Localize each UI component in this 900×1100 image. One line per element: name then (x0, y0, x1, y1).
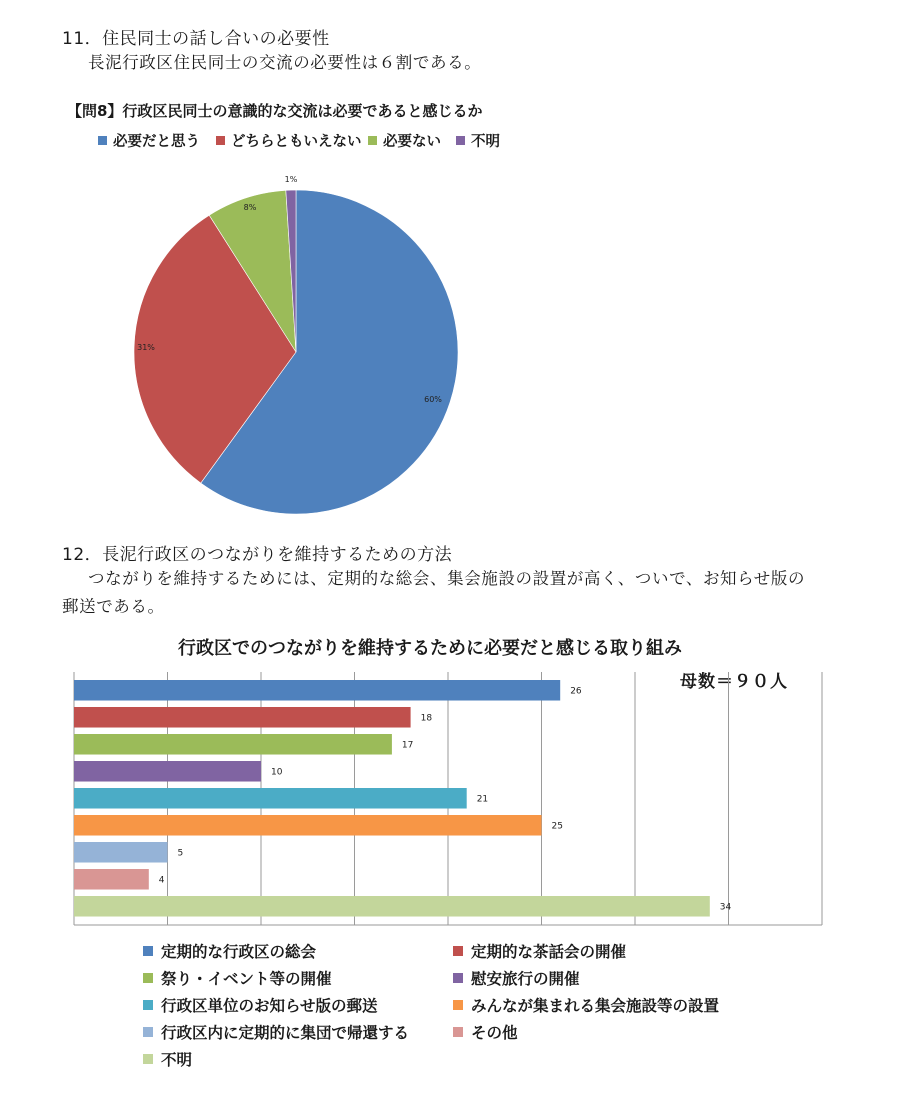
bar (74, 761, 261, 782)
pie-data-label: 31% (137, 343, 155, 352)
bar (74, 707, 411, 728)
section-11-heading: 11．住民同士の話し合いの必要性 (62, 29, 330, 49)
section-12-body-line1: つながりを維持するためには、定期的な総会、集会施設の設置が高く、ついで、お知らせ版の (88, 569, 806, 588)
bar-legend-item (143, 940, 316, 962)
bar-legend-swatch (143, 946, 153, 956)
bar-legend-label: 行政区内に定期的に集団で帰還する (161, 1024, 410, 1042)
bar (74, 896, 710, 917)
bar-legend-label: 定期的な茶話会の開催 (471, 943, 627, 961)
bar (74, 680, 560, 701)
bar-legend-item (453, 1021, 518, 1043)
bar-legend-label: 行政区単位のお知らせ版の郵送 (161, 997, 378, 1015)
pie-legend-label: どちらともいえない (231, 134, 362, 150)
bar-legend-swatch (453, 1000, 463, 1010)
bar-legend-item (453, 994, 719, 1016)
bar-data-label: 25 (551, 821, 563, 832)
section-12-body-line2: 郵送である。 (62, 597, 165, 616)
bar-data-label: 10 (271, 767, 283, 778)
bar-data-label: 17 (401, 740, 414, 751)
bar-legend-label: 祭り・イベント等の開催 (161, 970, 332, 988)
bar-chart-title: 行政区でのつながりを維持するために必要だと感じる取り組み (178, 638, 682, 659)
pie-data-label: 60% (424, 395, 442, 404)
bar-data-label: 34 (719, 902, 732, 913)
bar-legend-swatch (453, 946, 463, 956)
bar-legend-item (143, 994, 378, 1016)
pie-legend-label: 必要ない (383, 134, 441, 150)
bar-legend-swatch (143, 1027, 153, 1037)
pie-legend-label: 必要だと思う (113, 134, 200, 150)
bar-legend-item (143, 1021, 409, 1043)
bar-data-label: 5 (177, 848, 184, 859)
bar-data-label: 26 (570, 686, 582, 697)
section-12-heading: 12．長泥行政区のつながりを維持するための方法 (62, 545, 453, 565)
bar (74, 734, 392, 755)
bar-legend-swatch (453, 973, 463, 983)
bar-legend-item (453, 940, 626, 962)
bar-data-label: 18 (420, 713, 433, 724)
bar-data-label: 4 (158, 875, 165, 886)
pie-legend-label: 不明 (471, 134, 500, 150)
bar (74, 842, 168, 863)
bar-legend-swatch (453, 1027, 463, 1037)
bar-legend-label: 不明 (161, 1051, 193, 1069)
pie-data-label: 1% (284, 175, 298, 184)
bar-legend-swatch (143, 973, 153, 983)
pie-data-label: 8% (243, 203, 257, 212)
bar-legend-label: 定期的な行政区の総会 (161, 943, 317, 961)
bar-data-label: 21 (476, 794, 489, 805)
bar-legend-label: その他 (471, 1024, 518, 1042)
sample-size-annotation: 母数＝９０人 (680, 672, 788, 692)
pie-chart-title: 【問8】行政区民同士の意識的な交流は必要であると感じるか (67, 102, 483, 120)
section-11-body: 長泥行政区住民同士の交流の必要性は６割である。 (88, 53, 482, 72)
bar-legend-item (453, 967, 580, 989)
bar (74, 869, 149, 890)
bar-legend-item (143, 1048, 192, 1070)
bar-legend-item (143, 967, 332, 989)
bar (74, 815, 542, 836)
bar (74, 788, 467, 809)
bar-legend-swatch (143, 1000, 153, 1010)
bar-legend-swatch (143, 1054, 153, 1064)
bar-legend-label: みんなが集まれる集会施設等の設置 (471, 997, 720, 1015)
bar-legend-label: 慰安旅行の開催 (471, 970, 580, 988)
